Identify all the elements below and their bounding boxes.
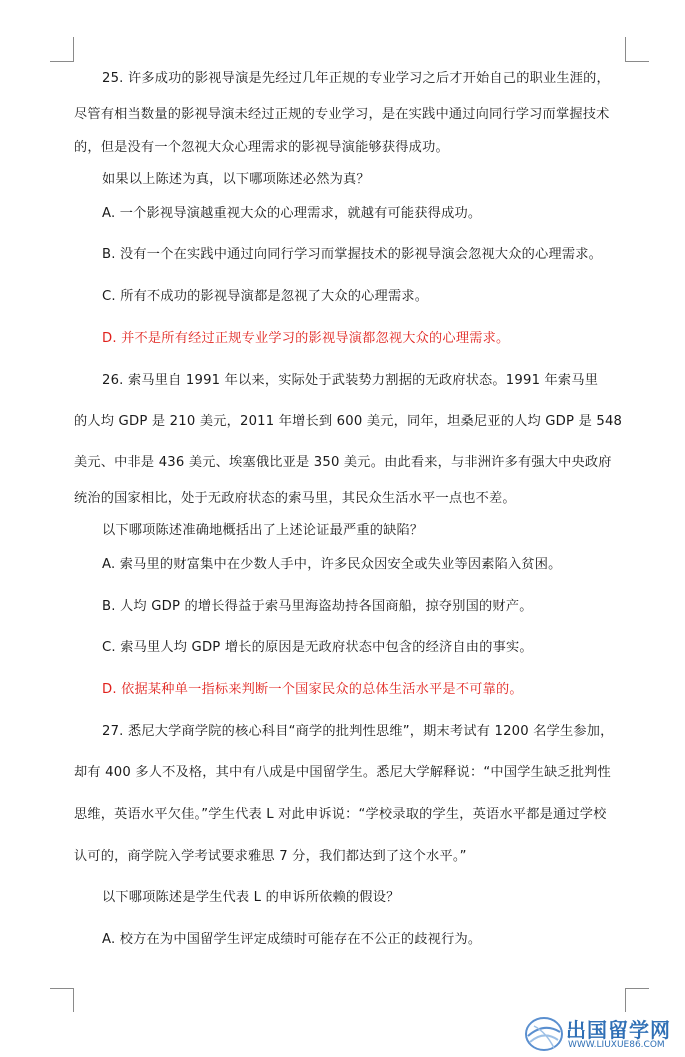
q26-stem-line: 的人均 GDP 是 210 美元，2011 年增长到 600 美元，同年，坦桑尼亚的人均 GDP 是 548 — [74, 414, 623, 429]
q25-question: 如果以上陈述为真，以下哪项陈述必然为真？ — [102, 172, 370, 187]
q27-stem-line: 27. 悉尼大学商学院的核心科目“商学的批判性思维”，期末考试有 1200 名学生参加， — [102, 724, 614, 739]
q26-option-d-answer: D. 依据某种单一指标来判断一个国家民众的总体生活水平是不可靠的。 — [102, 682, 523, 697]
q26-question: 以下哪项陈述准确地概括出了上述论证最严重的缺陷？ — [102, 523, 424, 538]
crop-mark-top-left-h — [50, 61, 74, 62]
crop-mark-bottom-right-h — [625, 988, 649, 989]
q25-option-b: B. 没有一个在实践中通过向同行学习而掌握技术的影视导演会忽视大众的心理需求。 — [102, 247, 602, 262]
site-watermark — [524, 1012, 684, 1056]
q27-question: 以下哪项陈述是学生代表 L 的申诉所依赖的假设？ — [102, 890, 400, 905]
crop-mark-top-right-v — [625, 37, 626, 62]
globe-logo-icon — [524, 1014, 564, 1054]
q26-stem-line: 26. 索马里自 1991 年以来，实际处于武装势力割据的无政府状态。1991 年索马里 — [102, 373, 599, 388]
crop-mark-bottom-left-h — [50, 988, 74, 989]
q26-option-b: B. 人均 GDP 的增长得益于索马里海盗劫持各国商船，掠夺别国的财产。 — [102, 599, 533, 614]
q25-stem-line: 的，但是没有一个忽视大众心理需求的影视导演能够获得成功。 — [74, 140, 449, 155]
q26-option-a: A. 索马里的财富集中在少数人手中，许多民众因安全或失业等因素陷入贫困。 — [102, 557, 562, 572]
watermark-name: 出国留学网 — [566, 1018, 671, 1042]
crop-mark-bottom-left-v — [73, 988, 74, 1012]
q27-option-a: A. 校方在为中国留学生评定成绩时可能存在不公正的歧视行为。 — [102, 932, 482, 947]
watermark-url: WWW.LIUXUE86.COM — [568, 1040, 665, 1050]
q27-stem-line: 却有 400 多人不及格，其中有八成是中国留学生。悉尼大学解释说：“中国学生缺乏批判性 — [74, 765, 611, 780]
q25-stem-line: 25. 许多成功的影视导演是先经过几年正规的专业学习之后才开始自己的职业生涯的， — [102, 71, 610, 86]
q25-stem-line: 尽管有相当数量的影视导演未经过正规的专业学习，是在实践中通过向同行学习而掌握技术 — [74, 107, 610, 122]
q26-stem-line: 美元、中非是 436 美元、埃塞俄比亚是 350 美元。由此看来，与非洲许多有强大中央政府 — [74, 455, 612, 470]
crop-mark-bottom-right-v — [625, 988, 626, 1012]
q27-stem-line: 认可的，商学院入学考试要求雅思 7 分，我们都达到了这个水平。” — [74, 849, 467, 864]
q26-option-c: C. 索马里人均 GDP 增长的原因是无政府状态中包含的经济自由的事实。 — [102, 640, 533, 655]
q26-stem-line: 统治的国家相比，处于无政府状态的索马里，其民众生活水平一点也不差。 — [74, 491, 516, 506]
crop-mark-top-left-v — [73, 37, 74, 62]
crop-mark-top-right-h — [625, 61, 649, 62]
q25-option-c: C. 所有不成功的影视导演都是忽视了大众的心理需求。 — [102, 289, 429, 304]
q27-stem-line: 思维，英语水平欠佳。”学生代表 L 对此申诉说：“学校录取的学生，英语水平都是通过学校 — [74, 807, 607, 822]
q25-option-a: A. 一个影视导演越重视大众的心理需求，就越有可能获得成功。 — [102, 206, 482, 221]
q25-option-d-answer: D. 并不是所有经过正规专业学习的影视导演都忽视大众的心理需求。 — [102, 331, 510, 346]
